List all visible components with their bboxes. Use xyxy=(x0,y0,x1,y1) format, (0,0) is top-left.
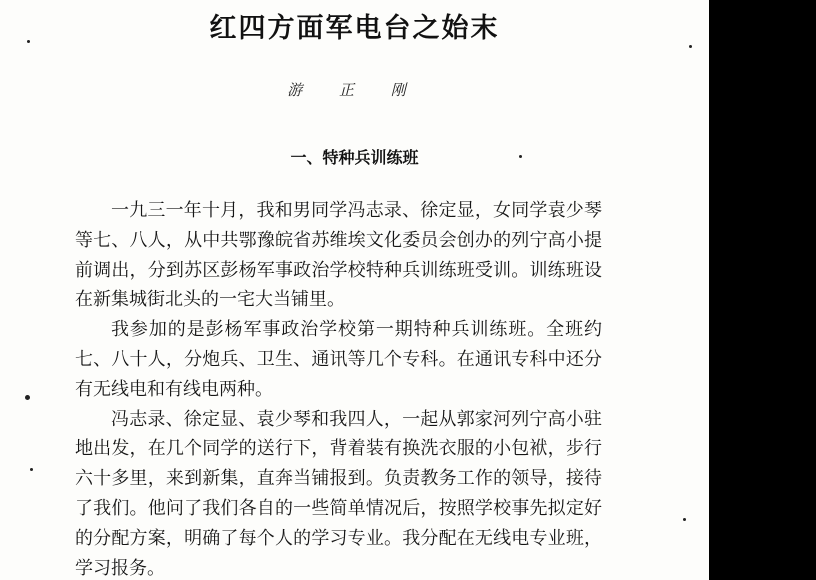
author-name: 游 正 刚 xyxy=(287,81,422,99)
scan-speck xyxy=(689,45,692,48)
paragraph: 我参加的是彭杨军事政治学校第一期特种兵训练班。全班约七、八十人，分炮兵、卫生、通讯等几个专科。在通讯专科中还分有无线电和有线电两种。 xyxy=(75,319,602,400)
scan-speck xyxy=(683,518,686,521)
scan-speck xyxy=(27,40,30,43)
scan-speck xyxy=(25,395,30,400)
scan-speck xyxy=(30,468,33,471)
paragraph: 冯志录、徐定显、袁少琴和我四人，一起从郭家河列宁高小驻地出发，在几个同学的送行下，背着装有换洗衣服的小包袱，步行六十多里，来到新集，直奔当铺报到。负责教务工作的领导，接待了我们。他问了我们各自的一些简单情况后，按照学校事先拟定好的分配方案，明确了每个人的学习专业。我分配在无线电专业班，学习报务。 xyxy=(75,408,602,579)
section-heading: 一、特种兵训练班 xyxy=(290,148,419,167)
paragraph: 一九三一年十月，我和男同学冯志录、徐定显，女同学袁少琴等七、八人，从中共鄂豫皖省苏维埃文化委员会创办的列宁高小提前调出，分到苏区彭杨军事政治学校特种兵训练班受训。训练班设在新集城街北头的一宅大当铺里。 xyxy=(75,200,602,311)
scan-speck xyxy=(519,155,522,158)
body-text xyxy=(75,196,602,580)
document-title: 红四方面军电台之始末 xyxy=(209,13,500,44)
